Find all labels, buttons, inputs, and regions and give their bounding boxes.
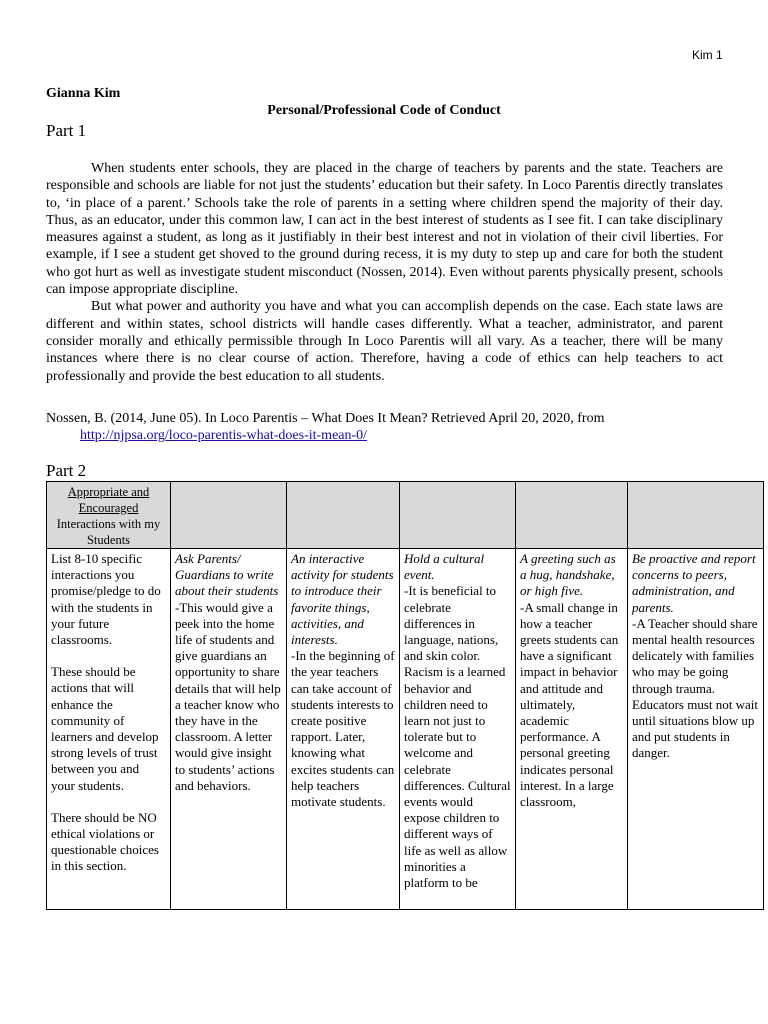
instructions-cell — [47, 549, 171, 910]
table-header-cell — [287, 482, 400, 549]
interaction-cell — [628, 549, 764, 910]
page-number: Kim 1 — [692, 48, 723, 62]
interaction-title: An interactive activity for students to introduce their favorite things, activities, and interests. — [291, 551, 394, 648]
interaction-title: A greeting such as a hug, handshake, or high five. — [520, 551, 616, 599]
citation — [46, 410, 736, 445]
instruction-2: These should be actions that will enhance the community of learners and develop strong levels of trust between you and your students. — [51, 664, 159, 793]
instruction-1: List 8-10 specific interactions you promise/pledge to do with the students in your future classrooms. — [51, 551, 161, 648]
interaction-cell — [516, 549, 628, 910]
header-title-line-2: Encouraged — [78, 501, 139, 515]
part-1-body — [46, 160, 723, 385]
paragraph-1: When students enter schools, they are placed in the charge of teachers by parents and the state. Teachers are responsible and schools are liable for not just the students’ education but their safety. In Loco Parentis directly translates to, ‘in place of a parent.’ Schools take the role of parents in a setting where children spend the majority of their day. Thus, as an educator, under this common law, I can act in the best interest of students as I see fit. I can take disciplinary measures against a student, as long as it justifiably in their best interest and not in violation of their civil liberties. For example, if I see a student get shoved to the ground during recess, it is my duty to step up and care for both the student who got hurt as well as investigate student misconduct (Nossen, 2014). Even without parents physically present, schools can impose appropriate discipline. — [46, 161, 723, 298]
interaction-description: -A small change in how a teacher greets students can have a significant impact in behavior and attitude and ultimately, academic performance. A personal greeting indicates personal interest. In a large classroom, — [520, 599, 619, 810]
interaction-cell — [287, 549, 400, 910]
table-header-row — [47, 482, 764, 549]
citation-link[interactable]: http://njpsa.org/loco-parentis-what-does-it-mean-0/ — [80, 428, 368, 444]
interaction-description: -It is beneficial to celebrate differences in language, nations, and skin color. Racism is a learned behavior and children need to learn not just to tolerate but to welcome and celebrate differences. Cultural events would expose children to different ways of life as well as allow minorities a platform to be — [404, 583, 511, 891]
header-title — [51, 484, 166, 548]
paragraph-2: But what power and authority you have and what you can accomplish depends on the case. Each state laws are different and within states, school districts will handle cases differently. What a teacher, administrator, and parent consider morally and ethically permissible through In Loco Parentis will all vary. As a teacher, there will be many instances where there is no clear course of action. Therefore, having a code of ethics can help teachers to act professionally and provide the best education to all students. — [46, 299, 723, 384]
part-1-heading: Part 1 — [46, 121, 87, 140]
table-header-cell — [400, 482, 516, 549]
interaction-title: Hold a cultural event. — [404, 551, 485, 583]
code-of-conduct-table — [46, 481, 764, 910]
table-header-cell — [628, 482, 764, 549]
interaction-cell — [400, 549, 516, 910]
header-title-rest: Interactions with my Students — [56, 517, 161, 547]
document-title: Personal/Professional Code of Conduct — [267, 103, 501, 118]
header-title-line-1: Appropriate and — [67, 485, 150, 499]
part-2-heading: Part 2 — [46, 461, 87, 480]
interaction-description: -In the beginning of the year teachers can take account of students interests to create positive rapport. Later, knowing what excites students can help teachers motivate students. — [291, 648, 395, 810]
citation-text: Nossen, B. (2014, June 05). In Loco Parentis – What Does It Mean? Retrieved April 20, 2020, from — [46, 411, 605, 426]
instruction-3: There should be NO ethical violations or questionable choices in this section. — [51, 809, 159, 874]
interaction-title: Ask Parents/ Guardians to write about their students — [175, 551, 279, 599]
table-header-cell — [171, 482, 287, 549]
interaction-description: -This would give a peek into the home life of students and give guardians an opportunity to share details that will help a teacher know who they have in the classroom. A letter would give insight to students’ actions and behaviors. — [175, 599, 281, 793]
interaction-cell — [171, 549, 287, 910]
table-row — [47, 549, 764, 910]
table-header-cell — [47, 482, 171, 549]
interaction-description: -A Teacher should share mental health resources delicately with families who may be going through trauma. Educators must not wait until situations blow up and put students in danger. — [632, 615, 759, 761]
interaction-title: Be proactive and report concerns to peers, administration, and parents. — [632, 551, 756, 615]
table-header-cell — [516, 482, 628, 549]
author-name: Gianna Kim — [46, 86, 121, 101]
